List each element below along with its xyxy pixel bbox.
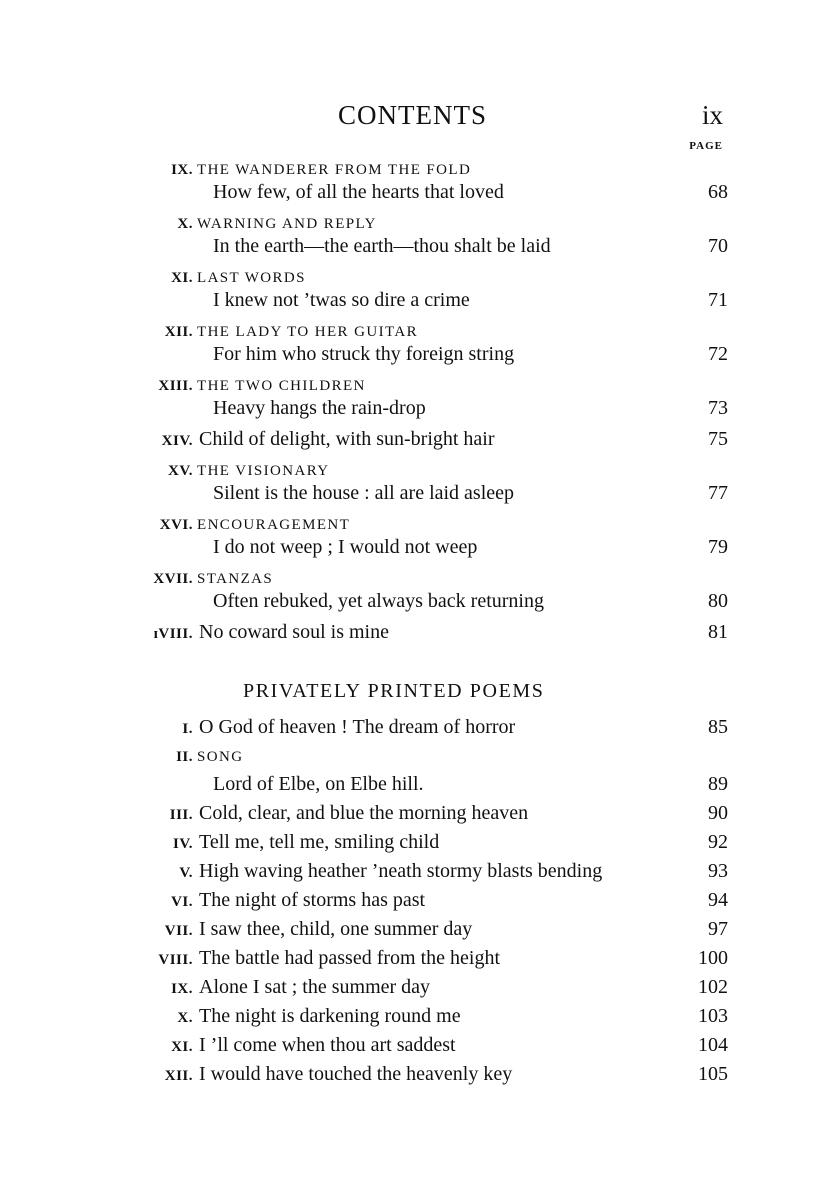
- entry-number: XII.: [164, 1068, 193, 1084]
- entry-page: 100: [698, 947, 728, 969]
- entry-line-row: [0, 773, 840, 801]
- entry-number: X.: [177, 216, 193, 232]
- entry-first-line: Child of delight, with sun-bright hair: [199, 428, 495, 450]
- entry-page: 97: [708, 918, 728, 940]
- entry-first-line: Silent is the house : all are laid asleep: [213, 482, 515, 504]
- entry-first-line: I would have touched the heavenly key: [199, 1063, 513, 1085]
- entry-heading: THE VISIONARY: [197, 463, 330, 479]
- entry-number: VII.: [164, 923, 193, 939]
- entry-page: 90: [708, 802, 728, 824]
- running-head: [0, 100, 840, 136]
- entry-number: XIII.: [158, 378, 193, 394]
- entry-number: IX.: [171, 981, 193, 997]
- entry-row: [0, 621, 840, 649]
- entry-line-row: [0, 482, 840, 510]
- entry-page: 70: [708, 235, 728, 257]
- entry-page: 79: [708, 536, 728, 558]
- entry-page: 104: [698, 1034, 728, 1056]
- entry-page: 85: [708, 716, 728, 738]
- entry-first-line: O God of heaven ! The dream of horror: [199, 716, 516, 738]
- entry-row: [0, 831, 840, 859]
- entry-row: [0, 860, 840, 888]
- page-title: CONTENTS: [338, 100, 487, 130]
- entry-page: 92: [708, 831, 728, 853]
- entry-first-line: The night of storms has past: [199, 889, 426, 911]
- entry-page: 73: [708, 397, 728, 419]
- entry-page: 80: [708, 590, 728, 612]
- entry-number: XI.: [171, 1039, 193, 1055]
- entry-first-line: Lord of Elbe, on Elbe hill.: [213, 773, 424, 795]
- entry-row: [0, 802, 840, 830]
- entry-first-line: How few, of all the hearts that loved: [213, 181, 504, 203]
- entry-number: X.: [177, 1010, 193, 1026]
- entry-number: XV.: [168, 463, 193, 479]
- entry-number: II.: [176, 749, 193, 765]
- entry-page: 71: [708, 289, 728, 311]
- entry-number: XVI.: [159, 517, 193, 533]
- entry-first-line: Tell me, tell me, smiling child: [199, 831, 440, 853]
- entry-number: XVII.: [153, 571, 193, 587]
- entry-line-row: [0, 590, 840, 618]
- entry-heading: WARNING AND REPLY: [197, 216, 377, 232]
- entry-first-line: High waving heather ’neath stormy blasts bending: [199, 860, 603, 882]
- entry-first-line: Alone I sat ; the summer day: [199, 976, 431, 998]
- entry-row: [0, 1034, 840, 1062]
- entry-first-line: Heavy hangs the rain-drop: [213, 397, 426, 419]
- entry-row: [0, 716, 840, 744]
- entry-first-line: The night is darkening round me: [199, 1005, 461, 1027]
- entry-heading: THE LADY TO HER GUITAR: [197, 324, 418, 340]
- entry-page: 102: [698, 976, 728, 998]
- entry-first-line: I saw thee, child, one summer day: [199, 918, 473, 940]
- entry-number: V.: [179, 865, 193, 881]
- entry-line-row: [0, 536, 840, 564]
- entry-row: [0, 1005, 840, 1033]
- entry-page: 68: [708, 181, 728, 203]
- entry-row: [0, 889, 840, 917]
- entry-line-row: [0, 343, 840, 371]
- entry-heading: SONG: [197, 749, 244, 765]
- entry-number: IV.: [173, 836, 193, 852]
- entry-line-row: [0, 289, 840, 317]
- entry-number: XIV.: [161, 433, 193, 449]
- entry-first-line: I knew not ’twas so dire a crime: [213, 289, 470, 311]
- entry-first-line: I ’ll come when thou art saddest: [199, 1034, 456, 1056]
- entry-line-row: [0, 397, 840, 425]
- page-number: ix: [701, 100, 723, 130]
- entry-heading: ENCOURAGEMENT: [197, 517, 351, 533]
- entry-heading: STANZAS: [197, 571, 274, 587]
- entry-line-row: [0, 235, 840, 263]
- entry-page: 72: [708, 343, 728, 365]
- entry-first-line: In the earth—the earth—thou shalt be laid: [213, 235, 551, 257]
- entry-first-line: No coward soul is mine: [199, 621, 389, 643]
- entry-heading: THE TWO CHILDREN: [197, 378, 366, 394]
- entry-first-line: Often rebuked, yet always back returning: [213, 590, 544, 612]
- entry-row: [0, 1063, 840, 1091]
- page-column-label: PAGE: [689, 140, 723, 152]
- entry-first-line: For him who struck thy foreign string: [213, 343, 515, 365]
- entry-page: 103: [698, 1005, 728, 1027]
- entry-number: III.: [169, 807, 193, 823]
- entry-page: 89: [708, 773, 728, 795]
- entry-first-line: I do not weep ; I would not weep: [213, 536, 478, 558]
- entry-page: 105: [698, 1063, 728, 1085]
- entry-heading: THE WANDERER FROM THE FOLD: [197, 162, 472, 178]
- entry-heading: LAST WORDS: [197, 270, 306, 286]
- entry-number: VIII.: [158, 952, 193, 968]
- entry-row: [0, 918, 840, 946]
- section-title: PRIVATELY PRINTED POEMS: [243, 680, 545, 702]
- entry-page: 75: [708, 428, 728, 450]
- entry-page: 94: [708, 889, 728, 911]
- entry-row: [0, 947, 840, 975]
- entry-number: ɪVIII.: [153, 626, 193, 642]
- entry-number: XI.: [171, 270, 193, 286]
- entry-page: 93: [708, 860, 728, 882]
- entry-line-row: [0, 181, 840, 209]
- entry-number: I.: [182, 721, 193, 737]
- entry-page: 81: [708, 621, 728, 643]
- entry-heading-row: [0, 745, 840, 773]
- entry-number: IX.: [171, 162, 193, 178]
- entry-page: 77: [708, 482, 728, 504]
- entry-number: XII.: [164, 324, 193, 340]
- entry-row: [0, 428, 840, 456]
- entry-first-line: Cold, clear, and blue the morning heaven: [199, 802, 529, 824]
- entry-number: VI.: [171, 894, 193, 910]
- entry-row: [0, 976, 840, 1004]
- entry-first-line: The battle had passed from the height: [199, 947, 501, 969]
